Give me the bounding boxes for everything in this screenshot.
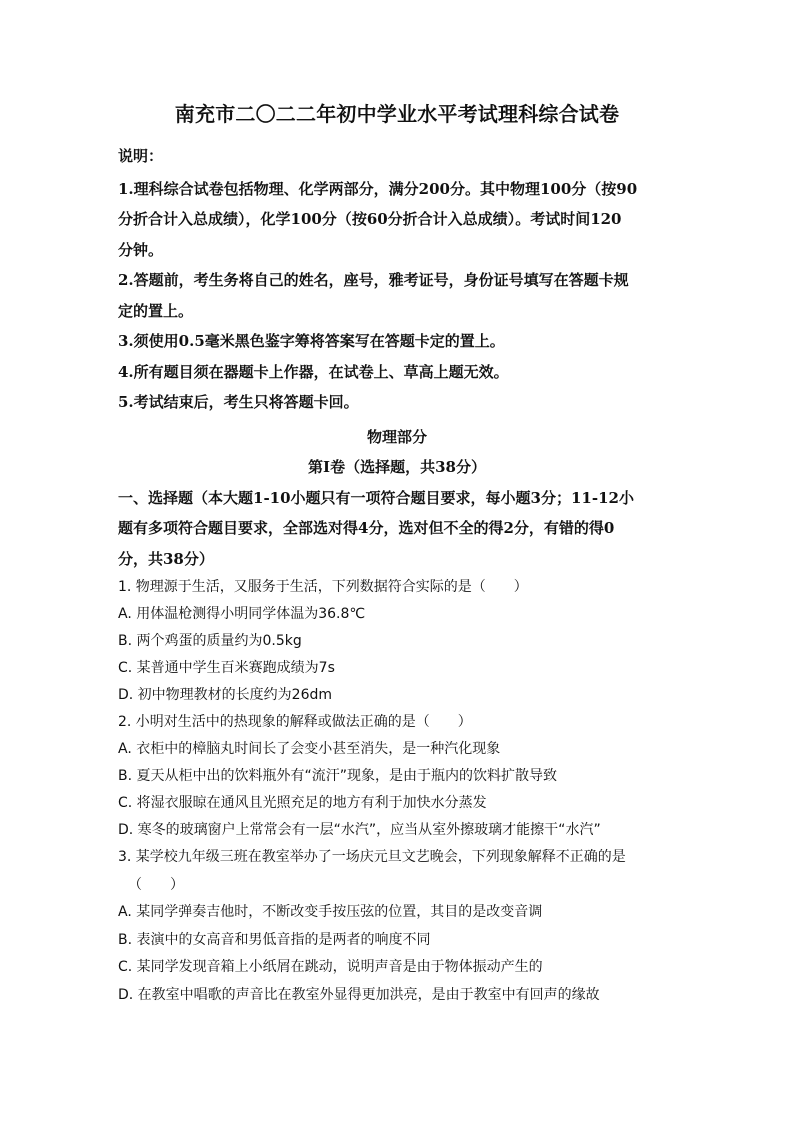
notes-label: 说明： — [118, 147, 164, 165]
option-a: A. 用体温枪测得小明同学体温为36.8℃ — [118, 606, 366, 622]
question-stem: 3. 某学校九年级三班在教室举办了一场庆元旦文艺晚会，下列现象解释不正确的是 — [118, 849, 626, 865]
notes-list — [118, 174, 676, 418]
note-line: 3.须使用0.5毫米黑色鉴字筹将答案写在答题卡定的置上。 — [118, 332, 505, 350]
option-a: A. 某同学弹奏吉他时，不断改变手按压弦的位置，其目的是改变音调 — [118, 904, 543, 920]
note-line: 1.理科综合试卷包括物理、化学两部分，满分200分。其中物理100分（按90 — [118, 179, 638, 198]
instruction-line: 一、选择题（本大题1-10小题只有一项符合题目要求，每小题3分；11-12小 — [118, 488, 634, 507]
question-stem: 2. 小明对生活中的热现象的解释或做法正确的是（ ） — [118, 714, 472, 730]
question-1 — [118, 574, 676, 709]
note-line: 定的置上。 — [118, 301, 194, 320]
option-a: A. 衣柜中的樟脑丸时间长了会变小甚至消失，是一种汽化现象 — [118, 741, 501, 757]
option-c: C. 某普通中学生百米赛跑成绩为7s — [118, 660, 335, 676]
instruction-line: 题有多项符合题目要求，全部选对得4分，选对但不全的得2分，有错的得0 — [118, 519, 615, 537]
option-d: D. 初中物理教材的长度约为26dm — [118, 687, 333, 703]
instruction-line: 分，共38分） — [118, 549, 214, 568]
option-b: B. 表演中的女高音和男低音指的是两者的响度不同 — [118, 931, 431, 948]
option-d: D. 在教室中唱歌的声音比在教室外显得更加洪亮，是由于教室中有回声的缘故 — [118, 986, 600, 1003]
note-line: 分钟。 — [118, 240, 164, 259]
note-line: 5.考试结束后，考生只将答题卡回。 — [118, 393, 359, 411]
section-title: 物理部分 — [366, 427, 427, 446]
page-title: 南充市二〇二二年初中学业水平考试理科综合试卷 — [174, 102, 620, 126]
question-3 — [118, 844, 676, 1009]
part-title: 第I卷（选择题，共38分） — [308, 458, 486, 476]
note-line: 分折合计入总成绩），化学100分（按60分折合计入总成绩）。考试时间120 — [118, 210, 622, 228]
instructions — [118, 483, 676, 575]
option-d: D. 寒冬的玻璃窗户上常常会有一层“水汽”，应当从室外擦玻璃才能擦干“水汽” — [118, 822, 601, 838]
option-c: C. 将湿衣服晾在通风且光照充足的地方有利于加快水分蒸发 — [118, 795, 487, 811]
option-b: B. 两个鸡蛋的质量约为0.5kg — [118, 633, 302, 649]
note-line: 2.答题前，考生务将自己的姓名，座号，雅考证号，身份证号填写在答题卡规 — [118, 271, 629, 289]
question-stem-cont: （ ） — [128, 876, 184, 893]
section-header — [118, 422, 676, 483]
note-line: 4.所有题目须在器题卡上作器，在试卷上、草高上题无效。 — [118, 362, 509, 381]
question-stem: 1. 物理源于生活，又服务于生活，下列数据符合实际的是（ ） — [118, 579, 528, 595]
question-2 — [118, 709, 676, 844]
option-b: B. 夏天从柜中出的饮料瓶外有“流汗”现象，是由于瓶内的饮料扩散导致 — [118, 768, 558, 784]
option-c: C. 某同学发现音箱上小纸屑在跳动，说明声音是由于物体振动产生的 — [118, 959, 543, 975]
